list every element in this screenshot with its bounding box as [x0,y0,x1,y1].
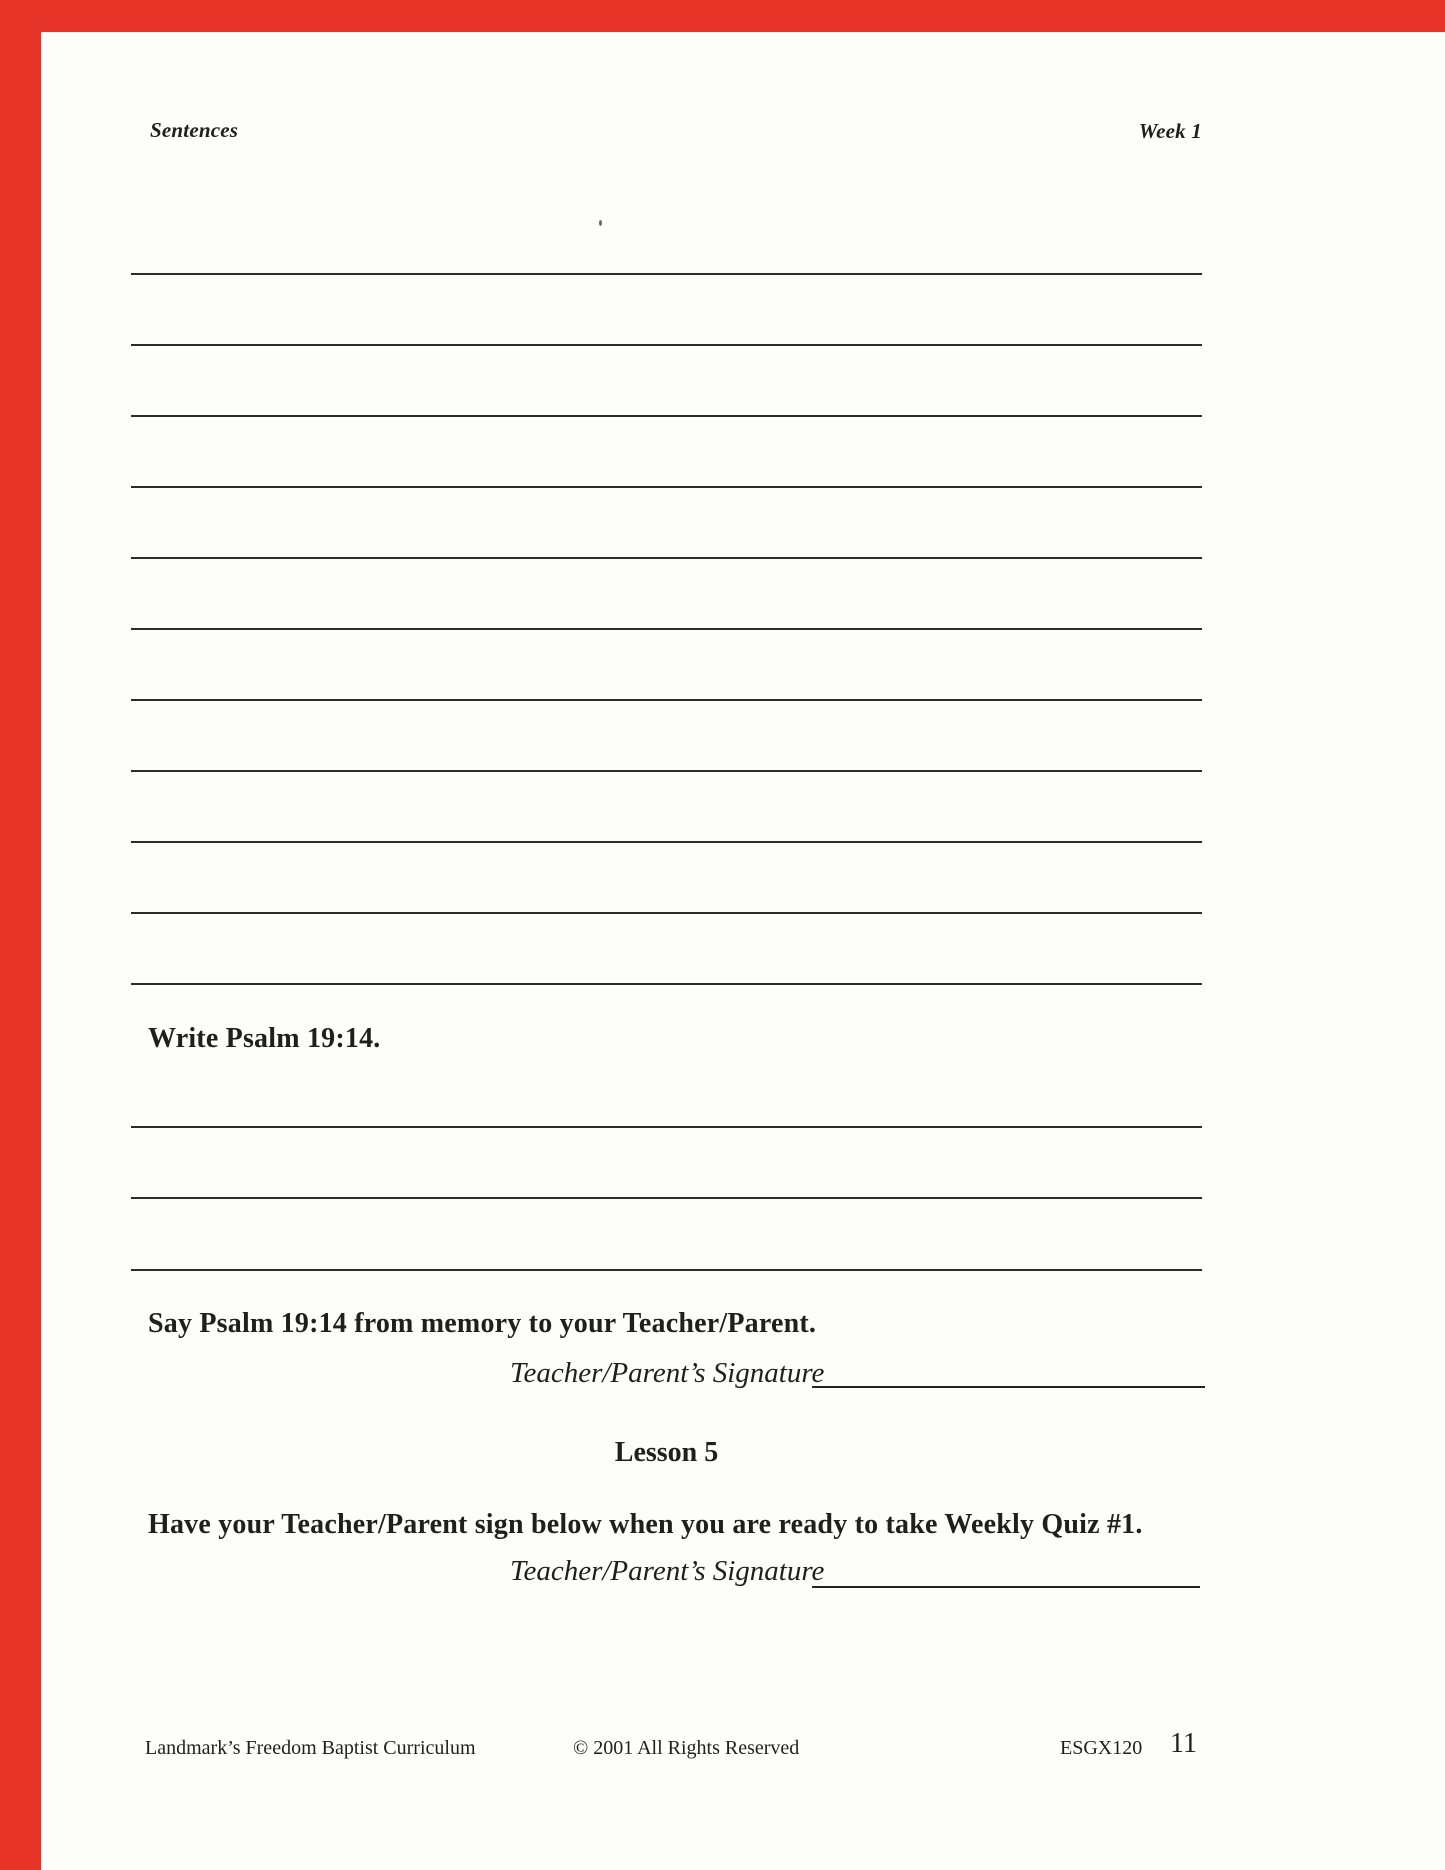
scan-edge-left [0,0,41,1870]
header-week: Week 1 [1138,119,1202,143]
writing-lines-top [131,273,1202,1054]
write-prompt: Write Psalm 19:14. [148,1023,381,1054]
scan-speck [599,220,602,226]
writing-line [131,486,1202,488]
footer-publisher: Landmark’s Freedom Baptist Curriculum [145,1737,476,1759]
writing-line [131,912,1202,914]
signature-label: Teacher/Parent’s Signature [510,1555,825,1587]
writing-line [131,344,1202,346]
writing-line [131,1126,1202,1128]
footer-product-code: ESGX120 [1060,1737,1143,1759]
signature-line [812,1386,1205,1388]
signature-label: Teacher/Parent’s Signature [510,1357,825,1389]
writing-line [131,983,1202,985]
quiz-instruction: Have your Teacher/Parent sign below when you are ready to take Weekly Quiz #1. [148,1509,1143,1540]
writing-line [131,273,1202,275]
header-topic: Sentences [150,118,239,142]
footer-page-number: 11 [1170,1728,1197,1759]
writing-line [131,699,1202,701]
writing-line [131,1269,1202,1271]
scan-edge-top [0,0,1445,32]
writing-line [131,415,1202,417]
writing-line [131,1197,1202,1199]
signature-line [812,1586,1200,1588]
writing-line [131,841,1202,843]
lesson-heading: Lesson 5 [614,1437,719,1468]
writing-line [131,628,1202,630]
writing-line [131,557,1202,559]
writing-line [131,770,1202,772]
footer-copyright: © 2001 All Rights Reserved [573,1737,800,1759]
say-prompt: Say Psalm 19:14 from memory to your Teacher/Parent. [148,1308,817,1339]
